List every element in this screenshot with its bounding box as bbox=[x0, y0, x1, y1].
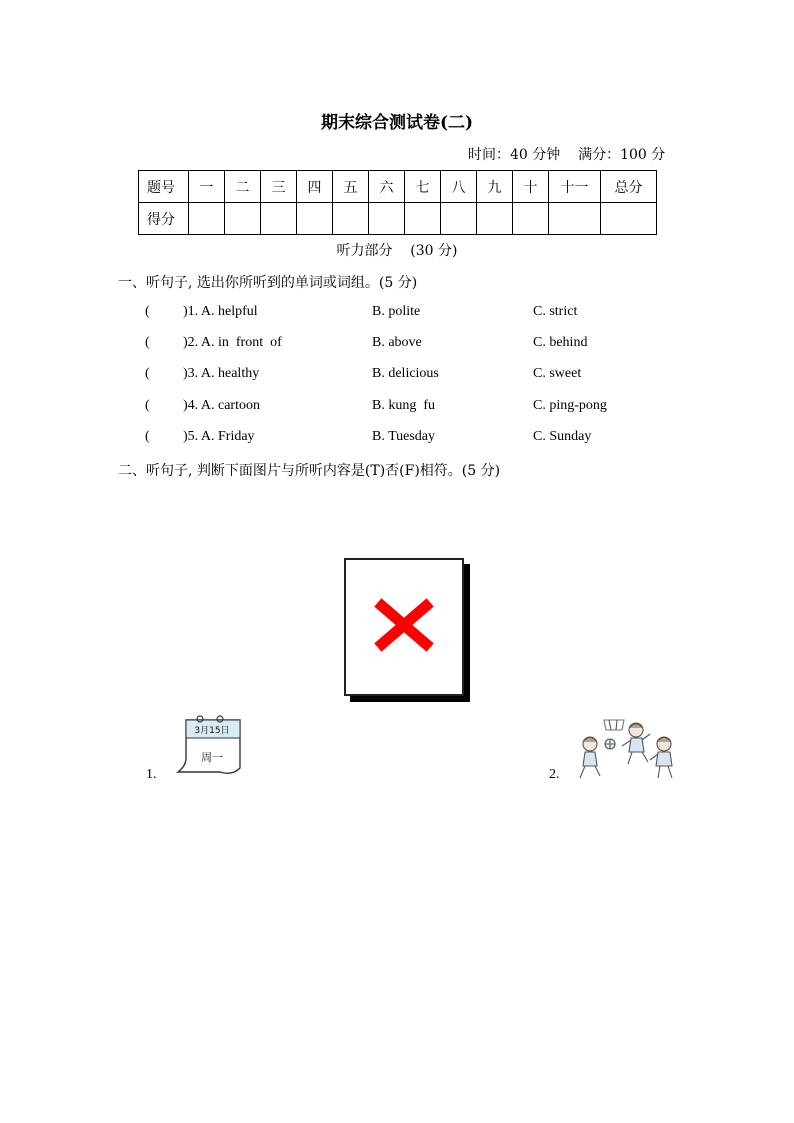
calendar-date: 3月15日 bbox=[194, 726, 230, 736]
listening-section-title: 听力部分 (30 分) bbox=[336, 243, 458, 259]
calendar-day: 周一 bbox=[201, 751, 223, 764]
score-cell: 得分 bbox=[139, 203, 189, 235]
option-c: C. behind bbox=[533, 335, 588, 350]
kids-basketball-icon bbox=[576, 716, 680, 782]
score-table bbox=[138, 170, 657, 235]
broken-image-icon bbox=[344, 558, 464, 696]
score-input-cell[interactable] bbox=[333, 203, 369, 235]
answer-paren[interactable]: ( bbox=[145, 429, 150, 444]
score-input-cell[interactable] bbox=[477, 203, 513, 235]
score-input-cell[interactable] bbox=[261, 203, 297, 235]
option-a: )5. A. Friday bbox=[183, 429, 255, 444]
score-cell: 题号 bbox=[139, 171, 189, 203]
score-input-cell[interactable] bbox=[297, 203, 333, 235]
part1-heading: 一、听句子, 选出你所听到的单词或词组。(5 分) bbox=[118, 275, 418, 291]
score-input-cell[interactable] bbox=[601, 203, 657, 235]
option-c: C. ping-pong bbox=[533, 398, 607, 413]
option-c: C. sweet bbox=[533, 366, 582, 381]
score-cell: 四 bbox=[297, 171, 333, 203]
answer-paren[interactable]: ( bbox=[145, 304, 150, 319]
option-b: B. polite bbox=[372, 304, 421, 319]
option-b: B. delicious bbox=[372, 366, 439, 381]
exam-meta: 时间：40 分钟 满分：100 分 bbox=[468, 147, 666, 163]
score-cell: 二 bbox=[225, 171, 261, 203]
score-input-cell[interactable] bbox=[189, 203, 225, 235]
score-input-cell[interactable] bbox=[549, 203, 601, 235]
option-a: )4. A. cartoon bbox=[183, 398, 260, 413]
score-value-row bbox=[139, 203, 657, 235]
score-input-cell[interactable] bbox=[405, 203, 441, 235]
option-c: C. strict bbox=[533, 304, 578, 319]
score-cell: 总分 bbox=[601, 171, 657, 203]
score-cell: 一 bbox=[189, 171, 225, 203]
item-number: 1. bbox=[146, 767, 157, 782]
option-c: C. Sunday bbox=[533, 429, 592, 444]
page-title: 期末综合测试卷(二) bbox=[320, 113, 474, 133]
score-cell: 八 bbox=[441, 171, 477, 203]
score-cell: 七 bbox=[405, 171, 441, 203]
calendar-icon bbox=[176, 714, 246, 780]
score-cell: 六 bbox=[369, 171, 405, 203]
option-a: )3. A. healthy bbox=[183, 366, 260, 381]
score-input-cell[interactable] bbox=[225, 203, 261, 235]
option-a: )2. A. in front of bbox=[183, 335, 282, 350]
score-input-cell[interactable] bbox=[513, 203, 549, 235]
score-input-cell[interactable] bbox=[369, 203, 405, 235]
part2-heading: 二、听句子, 判断下面图片与所听内容是(T)否(F)相符。(5 分) bbox=[118, 463, 501, 479]
answer-paren[interactable]: ( bbox=[145, 398, 150, 413]
option-b: B. kung fu bbox=[372, 398, 435, 413]
option-a: )1. A. helpful bbox=[183, 304, 258, 319]
score-cell: 三 bbox=[261, 171, 297, 203]
score-cell: 九 bbox=[477, 171, 513, 203]
score-cell: 十一 bbox=[549, 171, 601, 203]
option-b: B. above bbox=[372, 335, 422, 350]
option-b: B. Tuesday bbox=[372, 429, 436, 444]
answer-paren[interactable]: ( bbox=[145, 366, 150, 381]
answer-paren[interactable]: ( bbox=[145, 335, 150, 350]
score-cell: 十 bbox=[513, 171, 549, 203]
score-header-row bbox=[139, 171, 657, 203]
score-input-cell[interactable] bbox=[441, 203, 477, 235]
item-number: 2. bbox=[549, 767, 560, 782]
score-cell: 五 bbox=[333, 171, 369, 203]
